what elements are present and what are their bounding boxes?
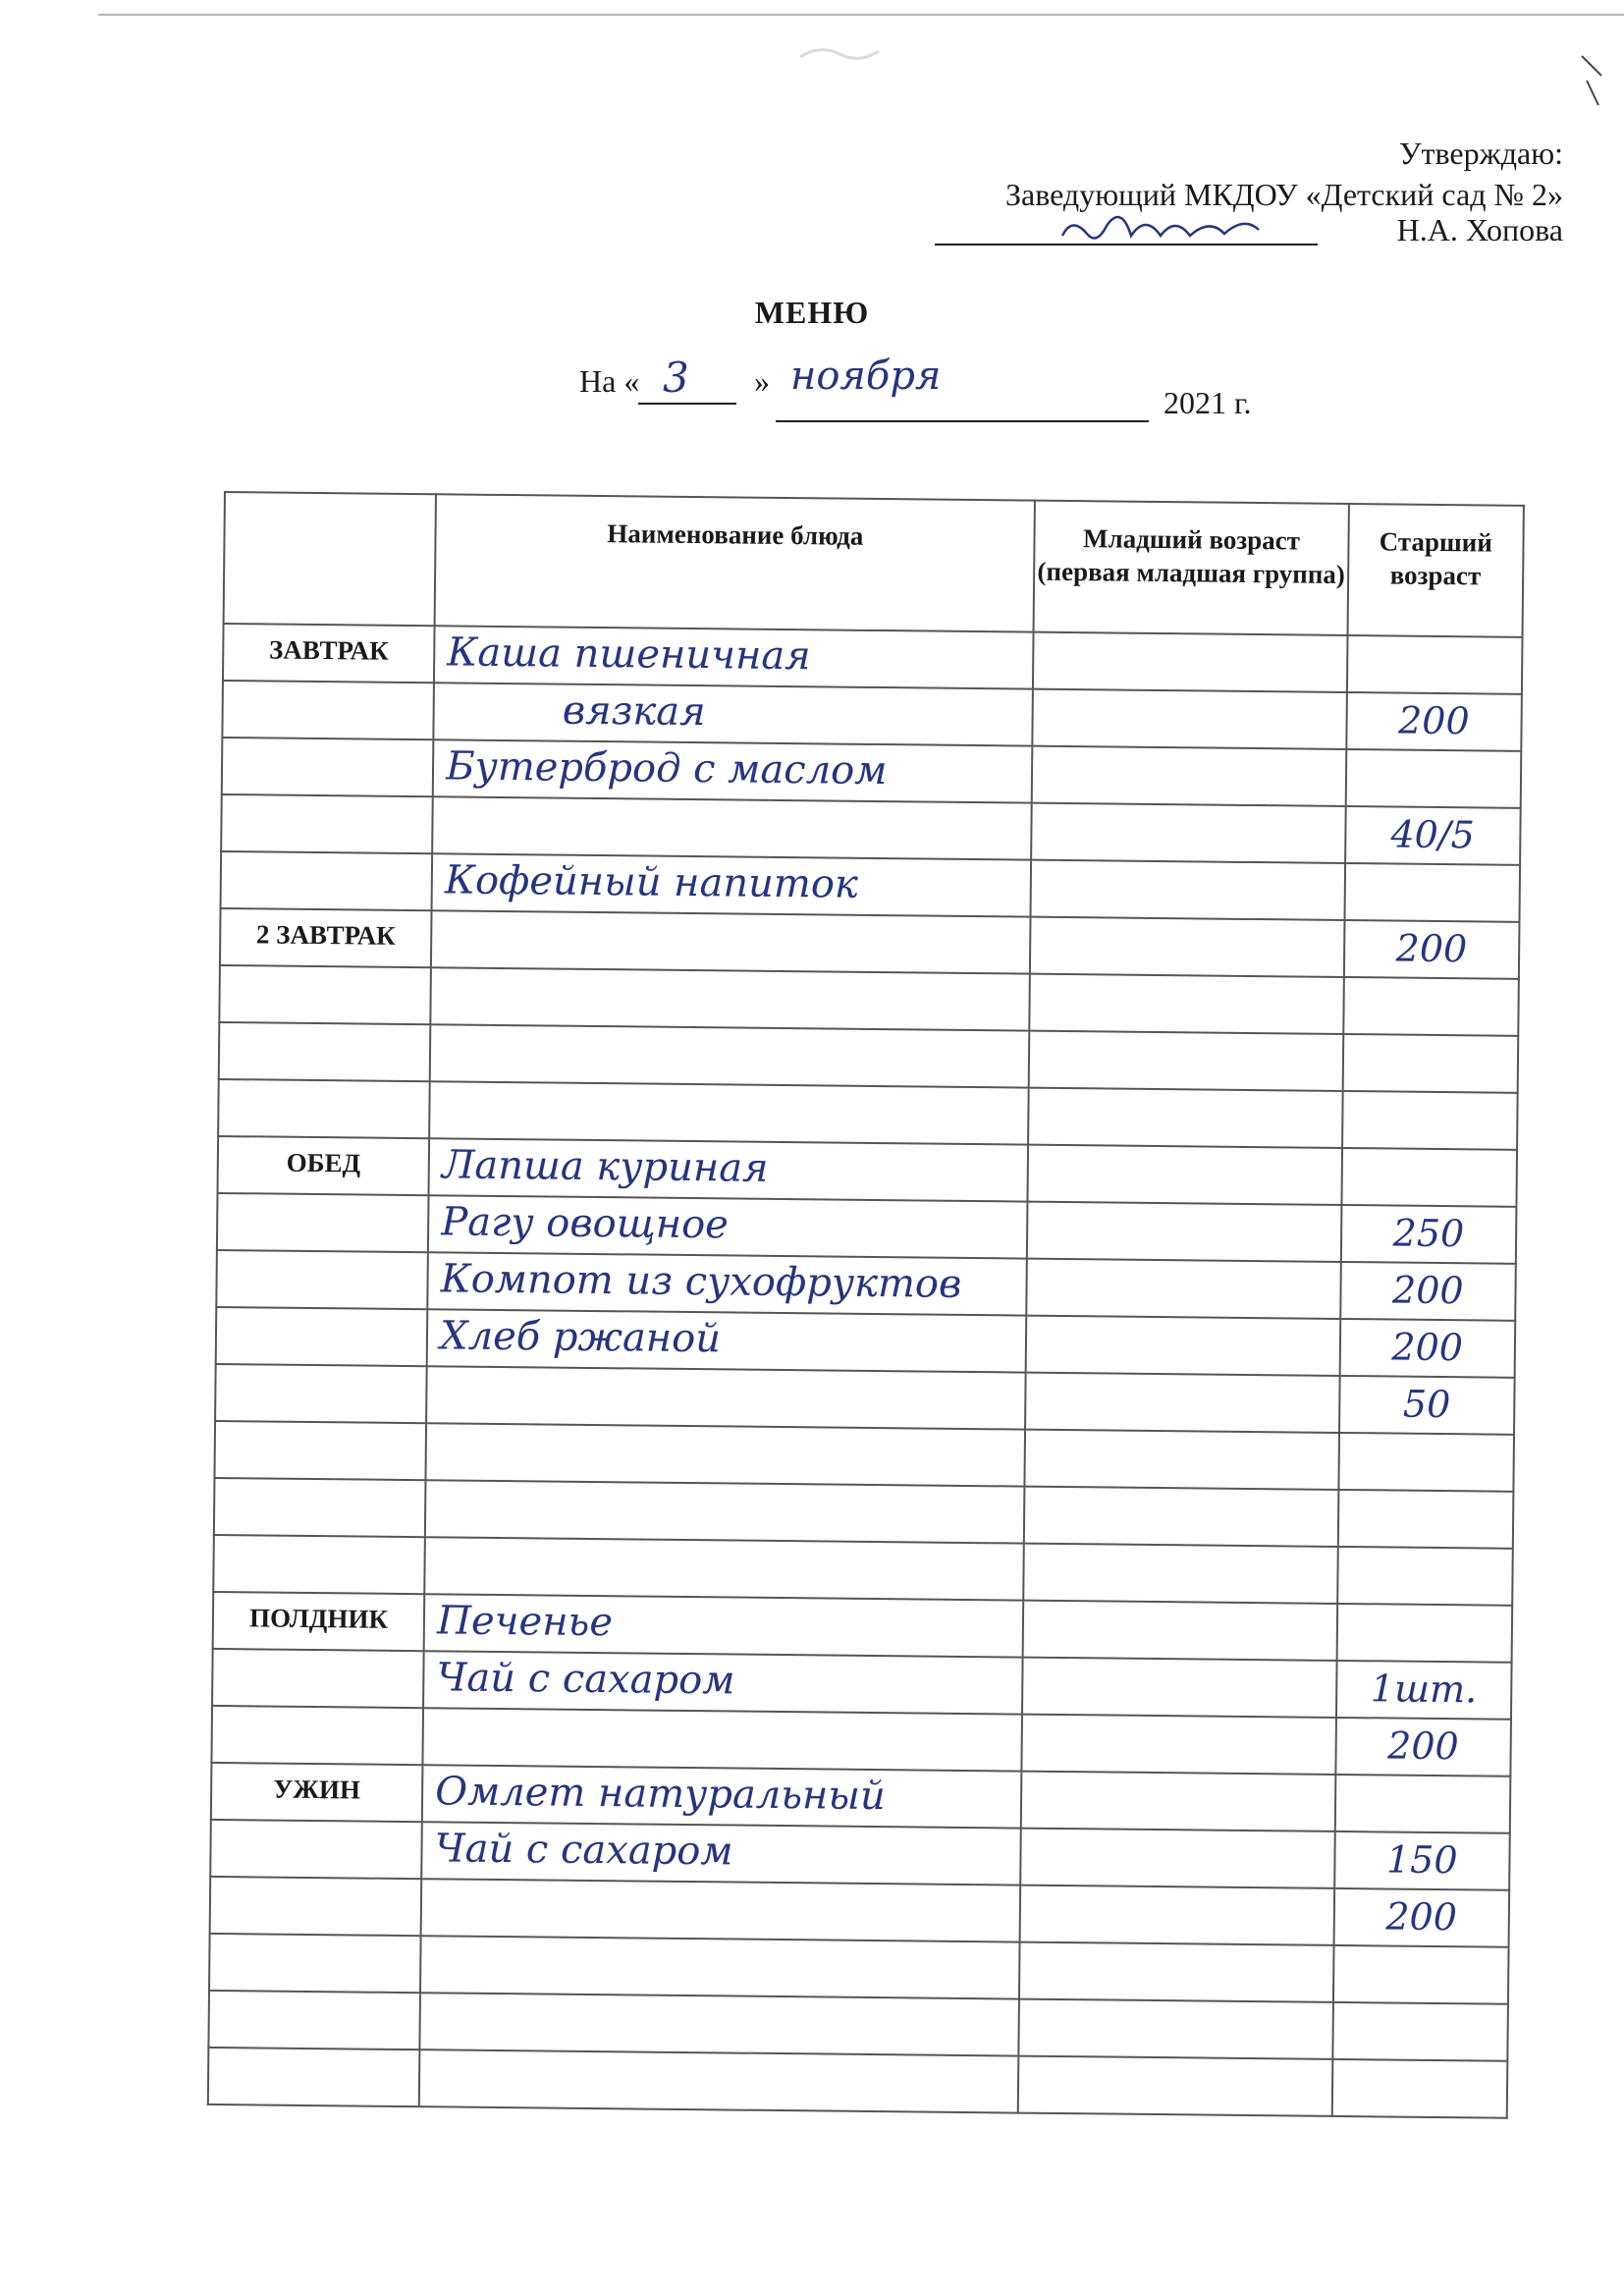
young-portion-cell — [1021, 1829, 1335, 1888]
old-portion-value: 200 — [1391, 1268, 1464, 1313]
dish-cell — [434, 683, 1034, 745]
meal-label: ПОЛДНИК — [248, 1603, 389, 1634]
young-portion-cell — [1025, 1430, 1339, 1490]
dish-cell — [420, 1936, 1020, 1998]
young-portion-cell — [1022, 1715, 1336, 1775]
old-portion-cell — [1339, 1376, 1515, 1435]
meal-label — [220, 1080, 429, 1092]
signature-row — [935, 206, 1563, 253]
old-portion-cell — [1331, 2059, 1507, 2118]
old-portion-cell — [1345, 806, 1521, 865]
old-portion-cell — [1332, 2002, 1508, 2061]
old-portion-cell — [1336, 1661, 1512, 1720]
dish-cell — [427, 1309, 1027, 1372]
dish-cell — [429, 1081, 1029, 1144]
meal-label — [213, 1707, 422, 1719]
corner-scribble-mark — [1577, 51, 1606, 110]
old-portion-cell — [1339, 1319, 1515, 1378]
old-portion-cell — [1333, 1888, 1509, 1947]
meal-cell — [220, 908, 432, 967]
scan-smudge-mark — [795, 39, 884, 69]
young-portion-cell — [1032, 746, 1346, 806]
dish-cell — [432, 796, 1032, 859]
old-portion-value — [1344, 978, 1517, 980]
old-portion-value: 1шт. — [1370, 1667, 1478, 1712]
dish-cell — [430, 967, 1030, 1030]
meal-cell — [209, 1934, 421, 1993]
old-portion-value: 150 — [1385, 1837, 1458, 1883]
dish-cell — [427, 1252, 1027, 1315]
approval-block — [935, 133, 1563, 215]
meal-label — [217, 1365, 426, 1377]
old-portion-cell — [1343, 920, 1519, 979]
young-portion-cell — [1024, 1544, 1338, 1604]
dish-cell — [429, 1138, 1029, 1201]
old-portion-value: 200 — [1385, 1894, 1458, 1940]
young-portion-cell — [1032, 803, 1346, 863]
dish-name: Хлеб ржаной — [439, 1313, 722, 1362]
signature-squiggle — [1053, 206, 1278, 253]
dish-cell — [423, 1651, 1023, 1714]
meal-label — [223, 795, 432, 807]
meal-label — [221, 966, 430, 978]
meal-label: УЖИН — [273, 1774, 361, 1805]
dish-cell — [432, 853, 1032, 916]
young-portion-cell — [1023, 1601, 1337, 1661]
meal-label — [215, 1536, 424, 1548]
meal-label: ЗАВТРАК — [268, 634, 389, 666]
old-portion-value: 50 — [1402, 1382, 1451, 1427]
young-portion-cell — [1021, 1772, 1335, 1831]
meal-label — [220, 1023, 429, 1035]
meal-label: ОБЕД — [286, 1147, 361, 1178]
dish-name: Рагу овощное — [441, 1199, 730, 1248]
young-portion-cell — [1029, 1031, 1343, 1091]
date-year: 2021 г. — [1164, 385, 1252, 420]
old-portion-value — [1338, 1548, 1511, 1550]
dish-name: Бутерброд с маслом — [445, 743, 888, 794]
dish-cell — [434, 626, 1034, 688]
dish-name: Кофейный напиток — [444, 857, 859, 907]
meal-label — [215, 1479, 424, 1491]
date-day: 3 — [663, 354, 689, 402]
old-portion-value — [1333, 2003, 1506, 2005]
old-portion-value — [1340, 1434, 1513, 1436]
old-portion-value: 200 — [1397, 698, 1470, 743]
old-portion-value — [1338, 1605, 1511, 1607]
young-portion-cell — [1024, 1487, 1338, 1547]
meal-label: 2 ЗАВТРАК — [255, 919, 396, 951]
old-portion-cell — [1342, 1091, 1518, 1150]
dish-cell — [426, 1423, 1026, 1486]
old-portion-cell — [1335, 1718, 1511, 1777]
dish-name: Лапша куриная — [441, 1142, 769, 1191]
young-portion-cell — [1019, 1942, 1333, 2002]
meal-cell — [211, 1706, 423, 1765]
meal-cell — [213, 1535, 425, 1594]
meal-label — [223, 738, 432, 750]
meal-cell — [216, 1307, 428, 1366]
meal-cell — [214, 1478, 426, 1537]
approval-heading: Утверждаю: — [1398, 136, 1563, 171]
old-portion-value — [1334, 1946, 1507, 1948]
old-portion-cell — [1346, 635, 1522, 694]
old-portion-cell — [1340, 1205, 1516, 1264]
dish-cell — [428, 1195, 1028, 1258]
old-portion-value — [1346, 864, 1519, 866]
header-dish: Наименование блюда — [435, 494, 1036, 631]
meal-label — [217, 1308, 426, 1320]
date-day-underline — [638, 403, 736, 405]
old-portion-value: 250 — [1392, 1211, 1465, 1256]
dish-name: Омлет натуральный — [435, 1769, 886, 1820]
old-portion-value — [1347, 750, 1520, 752]
young-portion-cell — [1018, 2056, 1332, 2116]
young-portion-cell — [1033, 632, 1347, 692]
meal-cell — [216, 1250, 428, 1309]
meal-label — [209, 2049, 418, 2060]
meal-cell — [213, 1592, 425, 1651]
header-young-age: Младший возраст (первая младшая группа) — [1034, 501, 1348, 635]
old-portion-value: 200 — [1391, 1325, 1464, 1370]
dish-cell — [425, 1480, 1025, 1543]
dish-cell — [421, 1879, 1021, 1941]
old-portion-cell — [1337, 1490, 1513, 1549]
young-portion-cell — [1022, 1658, 1336, 1718]
young-portion-cell — [1033, 689, 1347, 749]
young-portion-cell — [1020, 1886, 1334, 1945]
old-portion-value — [1344, 1035, 1517, 1037]
dish-cell — [424, 1594, 1024, 1657]
old-portion-value: 200 — [1395, 926, 1468, 971]
meal-cell — [222, 738, 434, 796]
document-title: МЕНЮ — [754, 295, 870, 330]
meal-cell — [221, 794, 433, 853]
young-portion-cell — [1019, 1999, 1333, 2059]
old-portion-cell — [1337, 1547, 1513, 1606]
header-meal — [224, 492, 437, 626]
date-mid: » — [754, 363, 770, 399]
old-portion-cell — [1345, 749, 1521, 808]
meal-label — [218, 1194, 427, 1206]
date-month: ноября — [790, 354, 942, 399]
dish-name: Каша пшеничная — [447, 629, 811, 680]
header-old-age: Старший возраст — [1347, 504, 1524, 637]
old-portion-value — [1343, 1149, 1516, 1151]
old-portion-cell — [1340, 1262, 1516, 1321]
dish-name: Печенье — [436, 1598, 614, 1646]
old-portion-cell — [1334, 1831, 1510, 1890]
old-portion-value — [1336, 1776, 1509, 1777]
scan-edge-line — [98, 14, 1624, 16]
old-portion-value: 40/5 — [1390, 812, 1476, 857]
young-portion-cell — [1029, 1088, 1343, 1148]
date-prefix: На « — [579, 363, 640, 399]
young-portion-cell — [1030, 974, 1344, 1034]
dish-cell — [422, 1765, 1022, 1828]
dish-cell — [430, 1024, 1030, 1087]
approver-name: Н.А. Хопова — [1396, 212, 1563, 247]
menu-table-body — [208, 624, 1523, 2118]
old-portion-cell — [1336, 1604, 1512, 1663]
old-portion-value — [1343, 1092, 1516, 1094]
meal-cell — [211, 1763, 423, 1822]
old-portion-cell — [1344, 863, 1520, 922]
dish-cell — [426, 1366, 1026, 1429]
meal-cell — [210, 1820, 422, 1879]
meal-cell — [219, 1022, 431, 1081]
dish-cell — [421, 1822, 1021, 1885]
menu-table-header — [224, 492, 1524, 637]
meal-label — [214, 1650, 423, 1662]
meal-cell — [219, 965, 431, 1024]
young-portion-cell — [1027, 1202, 1341, 1262]
young-portion-cell — [1031, 860, 1345, 920]
young-portion-cell — [1026, 1373, 1340, 1433]
dish-cell — [431, 910, 1031, 973]
date-line — [579, 354, 1267, 422]
meal-label — [211, 1878, 420, 1889]
meal-cell — [222, 681, 434, 739]
old-portion-cell — [1342, 1034, 1518, 1093]
meal-cell — [218, 1079, 430, 1138]
meal-label — [222, 852, 431, 864]
dish-cell — [433, 739, 1033, 802]
meal-cell — [212, 1649, 424, 1708]
old-portion-cell — [1338, 1433, 1514, 1492]
meal-label — [216, 1422, 425, 1434]
meal-cell — [223, 624, 435, 683]
meal-label — [211, 1935, 420, 1946]
young-portion-cell — [1026, 1316, 1340, 1376]
young-portion-cell — [1028, 1145, 1342, 1205]
dish-name: Чай с сахаром — [434, 1826, 733, 1875]
meal-label — [224, 682, 433, 693]
dish-name: вязкая — [562, 687, 706, 736]
old-portion-cell — [1341, 1148, 1517, 1207]
old-portion-value: 200 — [1386, 1723, 1459, 1769]
dish-name: Компот из сухофруктов — [440, 1256, 962, 1307]
meal-cell — [221, 851, 433, 910]
menu-table — [207, 491, 1525, 2119]
old-portion-value — [1339, 1491, 1512, 1493]
young-portion-cell — [1027, 1259, 1341, 1319]
old-portion-cell — [1346, 692, 1522, 751]
approval-position: Заведующий МКДОУ «Детский сад № 2» — [1004, 177, 1563, 212]
meal-cell — [208, 2048, 420, 2106]
meal-cell — [208, 1991, 420, 2050]
meal-cell — [214, 1421, 426, 1480]
dish-cell — [419, 2050, 1019, 2112]
dish-cell — [424, 1537, 1024, 1600]
meal-cell — [218, 1136, 430, 1195]
old-portion-cell — [1343, 977, 1519, 1036]
meal-cell — [210, 1877, 422, 1936]
young-portion-cell — [1030, 917, 1344, 977]
meal-label — [212, 1821, 421, 1832]
dish-cell — [423, 1708, 1023, 1771]
date-month-underline — [776, 420, 1149, 422]
old-portion-cell — [1332, 1945, 1508, 2004]
meal-label — [210, 1992, 419, 2003]
old-portion-value — [1333, 2060, 1506, 2062]
old-portion-cell — [1334, 1775, 1510, 1833]
dish-name: Чай с сахаром — [436, 1655, 735, 1704]
dish-cell — [420, 1993, 1020, 2055]
meal-cell — [217, 1193, 429, 1252]
meal-cell — [215, 1364, 427, 1423]
meal-label — [218, 1251, 427, 1263]
old-portion-value — [1348, 636, 1521, 638]
